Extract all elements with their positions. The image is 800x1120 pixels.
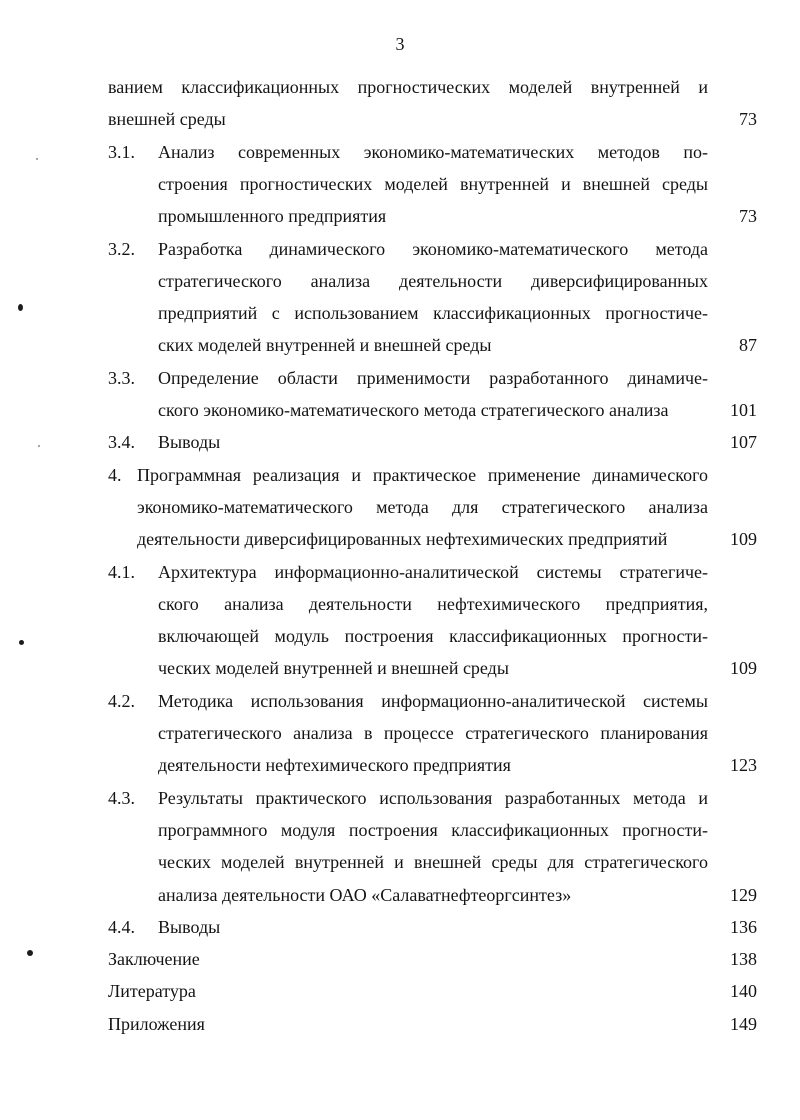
- toc-entry-text: Заключение: [108, 949, 200, 970]
- toc-line: [0, 656, 757, 680]
- toc-entry-text: Архитектура информационно-аналитической системы стратегиче-: [158, 561, 708, 582]
- toc-entry-text: включающей модуль построения классификационных прогности-: [158, 626, 708, 647]
- toc-line: [0, 915, 757, 939]
- toc-page-number: 109: [730, 529, 757, 550]
- toc-line: [0, 947, 757, 971]
- toc-page-number: 73: [739, 109, 757, 130]
- scan-speck: [36, 158, 38, 160]
- toc-line: [0, 818, 757, 842]
- toc-line: [0, 172, 757, 196]
- toc-entry-text: ских моделей внутренней и внешней среды: [158, 335, 492, 356]
- toc-line: [0, 592, 757, 616]
- toc-entry-text: промышленного предприятия: [158, 206, 387, 227]
- toc-entry-number: 4.: [108, 464, 122, 485]
- toc-line: [0, 624, 757, 648]
- toc-page-number: 87: [739, 335, 757, 356]
- toc-entry-text: экономико-математического метода для стратегического анализа: [137, 496, 708, 517]
- toc-entry-text: ческих моделей внутренней и внешней среды: [158, 658, 509, 679]
- toc-line: [0, 786, 757, 810]
- toc-entry-number: 3.3.: [108, 367, 135, 388]
- toc-entry-text: деятельности нефтехимического предприятия: [158, 755, 511, 776]
- toc-page-number: 123: [730, 755, 757, 776]
- scan-speck: [19, 640, 24, 645]
- toc-entry-text: Разработка динамического экономико-математического метода: [158, 238, 708, 259]
- toc-entry-text: деятельности диверсифицированных нефтехимических предприятий: [137, 529, 668, 550]
- toc-line: [0, 269, 757, 293]
- toc-page-number: 149: [730, 1013, 757, 1034]
- toc-entry-number: 3.1.: [108, 141, 135, 162]
- scan-speck: [27, 950, 33, 956]
- toc-line: [0, 721, 757, 745]
- toc-line: [0, 883, 757, 907]
- toc-entry-number: 4.3.: [108, 787, 135, 808]
- page-number: 3: [395, 34, 405, 54]
- toc-line: [0, 301, 757, 325]
- toc-page-number: 101: [730, 400, 757, 420]
- toc-line: [0, 527, 757, 551]
- toc-line: [0, 753, 757, 777]
- toc-page-number: 136: [730, 916, 757, 937]
- toc-page-number: 140: [730, 981, 757, 1002]
- toc-entry-text: Литература: [108, 981, 196, 1002]
- toc-line: [0, 1012, 757, 1036]
- toc-line: [0, 430, 757, 454]
- toc-line: [0, 75, 757, 99]
- toc-line: [0, 333, 757, 357]
- toc-entry-text: Выводы: [158, 432, 221, 453]
- toc-line: [0, 366, 757, 390]
- toc-entry-number: 3.2.: [108, 238, 135, 259]
- toc-line: [0, 979, 757, 1003]
- toc-entry-text: Методика использования информационно-аналитической системы: [158, 690, 708, 711]
- toc-line: [0, 140, 757, 164]
- toc-entry-text: ского экономико-математического метода стратегического анализа: [158, 400, 669, 420]
- toc-entry-text: предприятий с использованием классификационных прогностиче-: [158, 303, 708, 324]
- toc-line: [0, 850, 757, 874]
- toc-entry-text: Приложения: [108, 1013, 205, 1034]
- toc-page-number: 107: [730, 432, 757, 453]
- toc-entry-number: 4.1.: [108, 561, 135, 582]
- toc-page-number: 129: [730, 884, 757, 905]
- toc-entry-text: ческих моделей внутренней и внешней среды для стратегического: [158, 852, 708, 873]
- toc-line: [0, 107, 757, 131]
- toc-line: [0, 204, 757, 228]
- toc-entry-text: внешней среды: [108, 109, 226, 130]
- toc-entry-text: Определение области применимости разработанного динамиче-: [158, 367, 708, 388]
- scan-speck: [38, 445, 40, 447]
- toc-entry-text: анализа деятельности ОАО «Салаватнефтеоргсинтез»: [158, 884, 572, 905]
- toc-line: [0, 560, 757, 584]
- toc-line: [0, 689, 757, 713]
- toc-entry-text: ского анализа деятельности нефтехимического предприятия,: [158, 593, 708, 614]
- toc-page-number: 138: [730, 949, 757, 970]
- toc-entry-text: ванием классификационных прогностических моделей внутренней и: [108, 77, 708, 97]
- toc-entry-text: программного модуля построения классификационных прогности-: [158, 819, 708, 840]
- toc-page-number: 73: [739, 206, 757, 227]
- toc-line: [0, 463, 757, 487]
- toc-entry-number: 4.2.: [108, 690, 135, 711]
- toc-line: [0, 237, 757, 261]
- toc-entry-number: 4.4.: [108, 916, 135, 937]
- toc-entry-text: строения прогностических моделей внутренней и внешней среды: [158, 173, 708, 194]
- toc-line: [0, 495, 757, 519]
- toc-entry-text: стратегического анализа в процессе стратегического планирования: [158, 723, 708, 743]
- toc-entry-number: 3.4.: [108, 432, 135, 453]
- toc-entry-text: стратегического анализа деятельности диверсифицированных: [158, 270, 708, 291]
- toc-entry-text: Программная реализация и практическое применение динамического: [137, 464, 708, 485]
- toc-line: [0, 398, 757, 422]
- toc-entry-text: Результаты практического использования разработанных метода и: [158, 787, 708, 808]
- scan-speck: [18, 304, 23, 311]
- toc-entry-text: Анализ современных экономико-математических методов по-: [158, 141, 708, 162]
- toc-page-number: 109: [730, 658, 757, 679]
- toc-entry-text: Выводы: [158, 916, 221, 937]
